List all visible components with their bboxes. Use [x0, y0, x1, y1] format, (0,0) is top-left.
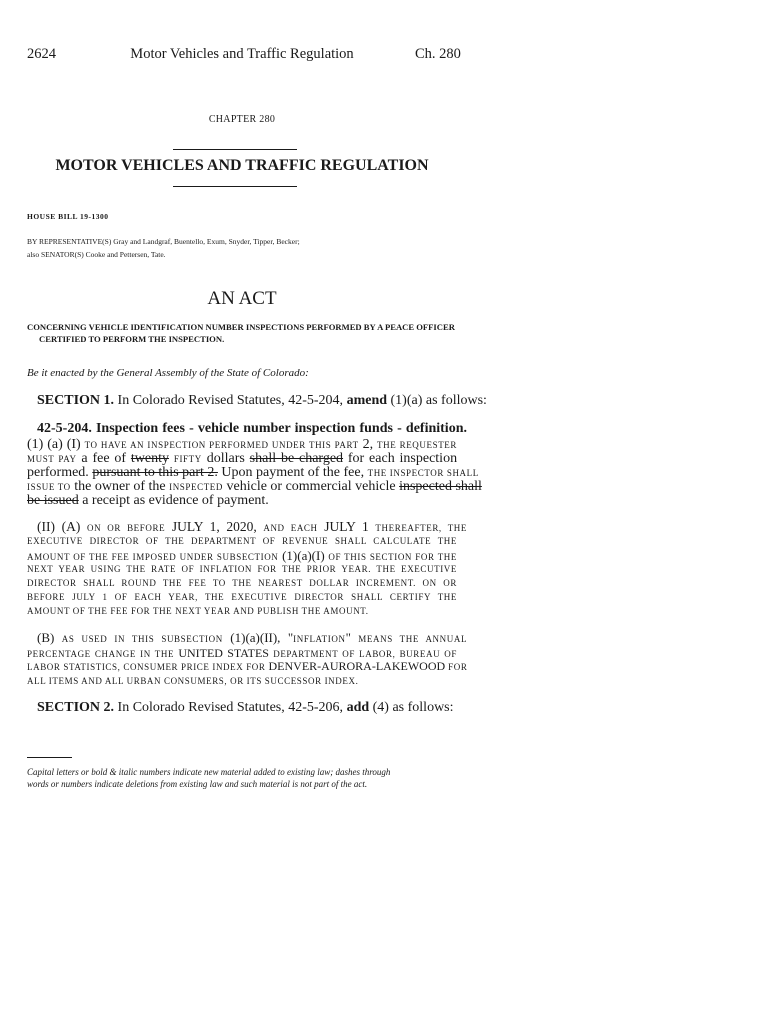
statute-heading: 42-5-204. Inspection fees - vehicle number inspection funds - definition. — [37, 421, 467, 436]
existing-text: performed. — [27, 465, 89, 480]
deleted-text: pursuant to this part 2. — [92, 465, 218, 480]
new-text: THE REQUESTER — [377, 440, 457, 450]
new-text: JULY — [324, 519, 356, 534]
page-number: 2624 — [27, 46, 56, 62]
para-II-line-6: BEFORE JULY 1 OF EACH YEAR, THE EXECUTIVE DIRECTOR SHALL CERTIFY THE — [27, 592, 457, 602]
new-text: THE INSPECTOR SHALL — [367, 468, 479, 478]
existing-text: a fee of — [81, 451, 127, 466]
para-B-line-3 — [27, 659, 468, 674]
concerning-line-1: CONCERNING VEHICLE IDENTIFICATION NUMBER INSPECTIONS PERFORMED BY A PEACE OFFICER — [27, 322, 455, 332]
section-2-tail: (4) as follows: — [372, 700, 454, 715]
new-text: THEREAFTER, THE — [375, 523, 467, 533]
title-rule-bottom — [173, 186, 297, 187]
new-text: OF THIS SECTION FOR THE — [328, 552, 458, 562]
amend-keyword: amend — [346, 393, 388, 408]
section-2-paragraph — [37, 700, 454, 716]
para-II-line-3 — [27, 548, 457, 564]
new-text: 1 — [362, 519, 369, 534]
existing-text: the owner of the — [74, 479, 166, 494]
bill-number: HOUSE BILL 19-1300 — [27, 212, 109, 221]
new-text: (1)(a)(II), " — [230, 630, 294, 645]
chapter-reference: Ch. 280 — [415, 46, 461, 62]
new-text: PERCENTAGE CHANGE IN THE — [27, 649, 175, 659]
running-header-title: Motor Vehicles and Traffic Regulation — [130, 46, 354, 62]
para-II-line-2: EXECUTIVE DIRECTOR OF THE DEPARTMENT OF REVENUE SHALL CALCULATE THE — [27, 536, 457, 546]
new-text: UNITED STATES — [178, 646, 269, 660]
existing-text: a receipt as evidence of payment. — [82, 493, 269, 508]
sponsors-line-1: BY REPRESENTATIVE(S) Gray and Landgraf, Buentello, Exum, Snyder, Tipper, Becker; — [27, 237, 300, 246]
para-B-line-4: ALL ITEMS AND ALL URBAN CONSUMERS, OR ITS SUCCESSOR INDEX. — [27, 676, 359, 686]
new-text: " — [345, 630, 351, 645]
new-text: DEPARTMENT OF LABOR, BUREAU OF — [273, 649, 458, 659]
new-text: (1)(a)(I) — [282, 548, 325, 563]
section-1-paragraph — [27, 393, 487, 409]
para-B-line-1 — [27, 630, 467, 646]
subparagraph-number: (B) — [37, 630, 55, 645]
existing-text: for each inspection — [347, 451, 458, 466]
new-text: ON OR BEFORE — [86, 523, 166, 533]
existing-text: Upon payment of the fee, — [221, 465, 365, 480]
existing-text: dollars — [206, 451, 245, 466]
new-text: AS USED IN THIS SUBSECTION — [61, 634, 223, 644]
para-II-line-5: DIRECTOR SHALL ROUND THE FEE TO THE NEAREST DOLLAR INCREMENT. ON OR — [27, 578, 457, 588]
new-text: FOR — [448, 662, 468, 672]
new-text: TO HAVE AN INSPECTION PERFORMED UNDER THIS PART — [84, 440, 359, 450]
para-II-line-7: AMOUNT OF THE FEE FOR THE NEXT YEAR AND PUBLISH THE AMOUNT. — [27, 606, 369, 616]
section-1-heading: SECTION 1. — [37, 393, 115, 408]
section-2-text: In Colorado Revised Statutes, 42-5-206, — [117, 700, 344, 715]
chapter-title: MOTOR VEHICLES AND TRAFFIC REGULATION — [55, 157, 429, 174]
deleted-text: shall be charged — [249, 451, 344, 466]
new-text: MEANS THE ANNUAL — [358, 634, 468, 644]
new-text: ISSUE TO — [27, 482, 71, 492]
existing-text: vehicle or commercial vehicle — [226, 479, 396, 494]
new-text: 1, 2020, — [209, 519, 257, 534]
deleted-text: be issued — [27, 493, 79, 508]
section-1-tail: (1)(a) as follows: — [390, 393, 487, 408]
concerning-line-2: CERTIFIED TO PERFORM THE INSPECTION. — [39, 334, 225, 344]
enacting-clause: Be it enacted by the General Assembly of the State of Colorado: — [27, 367, 309, 379]
para-II-line-4: NEXT YEAR USING THE RATE OF INFLATION FOR THE PRIOR YEAR. THE EXECUTIVE — [27, 564, 457, 574]
new-text: FIFTY — [173, 454, 202, 464]
title-rule-top — [173, 149, 297, 150]
sponsors-line-2: also SENATOR(S) Cooke and Pettersen, Tate. — [27, 250, 166, 259]
new-text: AND EACH — [263, 523, 318, 533]
footnote-line-2: words or numbers indicate deletions from existing law and such material is not part of the act. — [27, 779, 368, 789]
subparagraph-number: (II) (A) — [37, 519, 81, 534]
section-1-text: In Colorado Revised Statutes, 42-5-204, — [117, 393, 344, 408]
deleted-text: inspected shall — [399, 479, 482, 494]
new-text: AMOUNT OF THE FEE IMPOSED UNDER SUBSECTION — [27, 552, 279, 562]
concerning-clause — [27, 321, 455, 345]
new-text: INSPECTED — [169, 482, 223, 492]
para-II-line-1 — [27, 519, 467, 535]
new-text-number: 2, — [362, 437, 374, 452]
new-text: JULY — [171, 519, 203, 534]
chapter-label: CHAPTER 280 — [208, 114, 276, 125]
new-text: DENVER-AURORA-LAKEWOOD — [268, 659, 446, 673]
subsection-number: (1) (a) (I) — [27, 437, 81, 452]
new-text: LABOR STATISTICS, CONSUMER PRICE INDEX FOR — [27, 662, 266, 672]
new-text: INFLATION — [293, 634, 346, 644]
add-keyword: add — [346, 700, 370, 715]
deleted-text: twenty — [130, 451, 170, 466]
footnote-rule — [27, 757, 72, 758]
act-title: AN ACT — [207, 288, 277, 309]
new-text: MUST PAY — [27, 454, 77, 464]
statute-line-5 — [27, 493, 269, 509]
footnote-line-1: Capital letters or bold & italic numbers indicate new material added to existing law; dashes through — [27, 767, 391, 777]
section-2-heading: SECTION 2. — [37, 700, 115, 715]
